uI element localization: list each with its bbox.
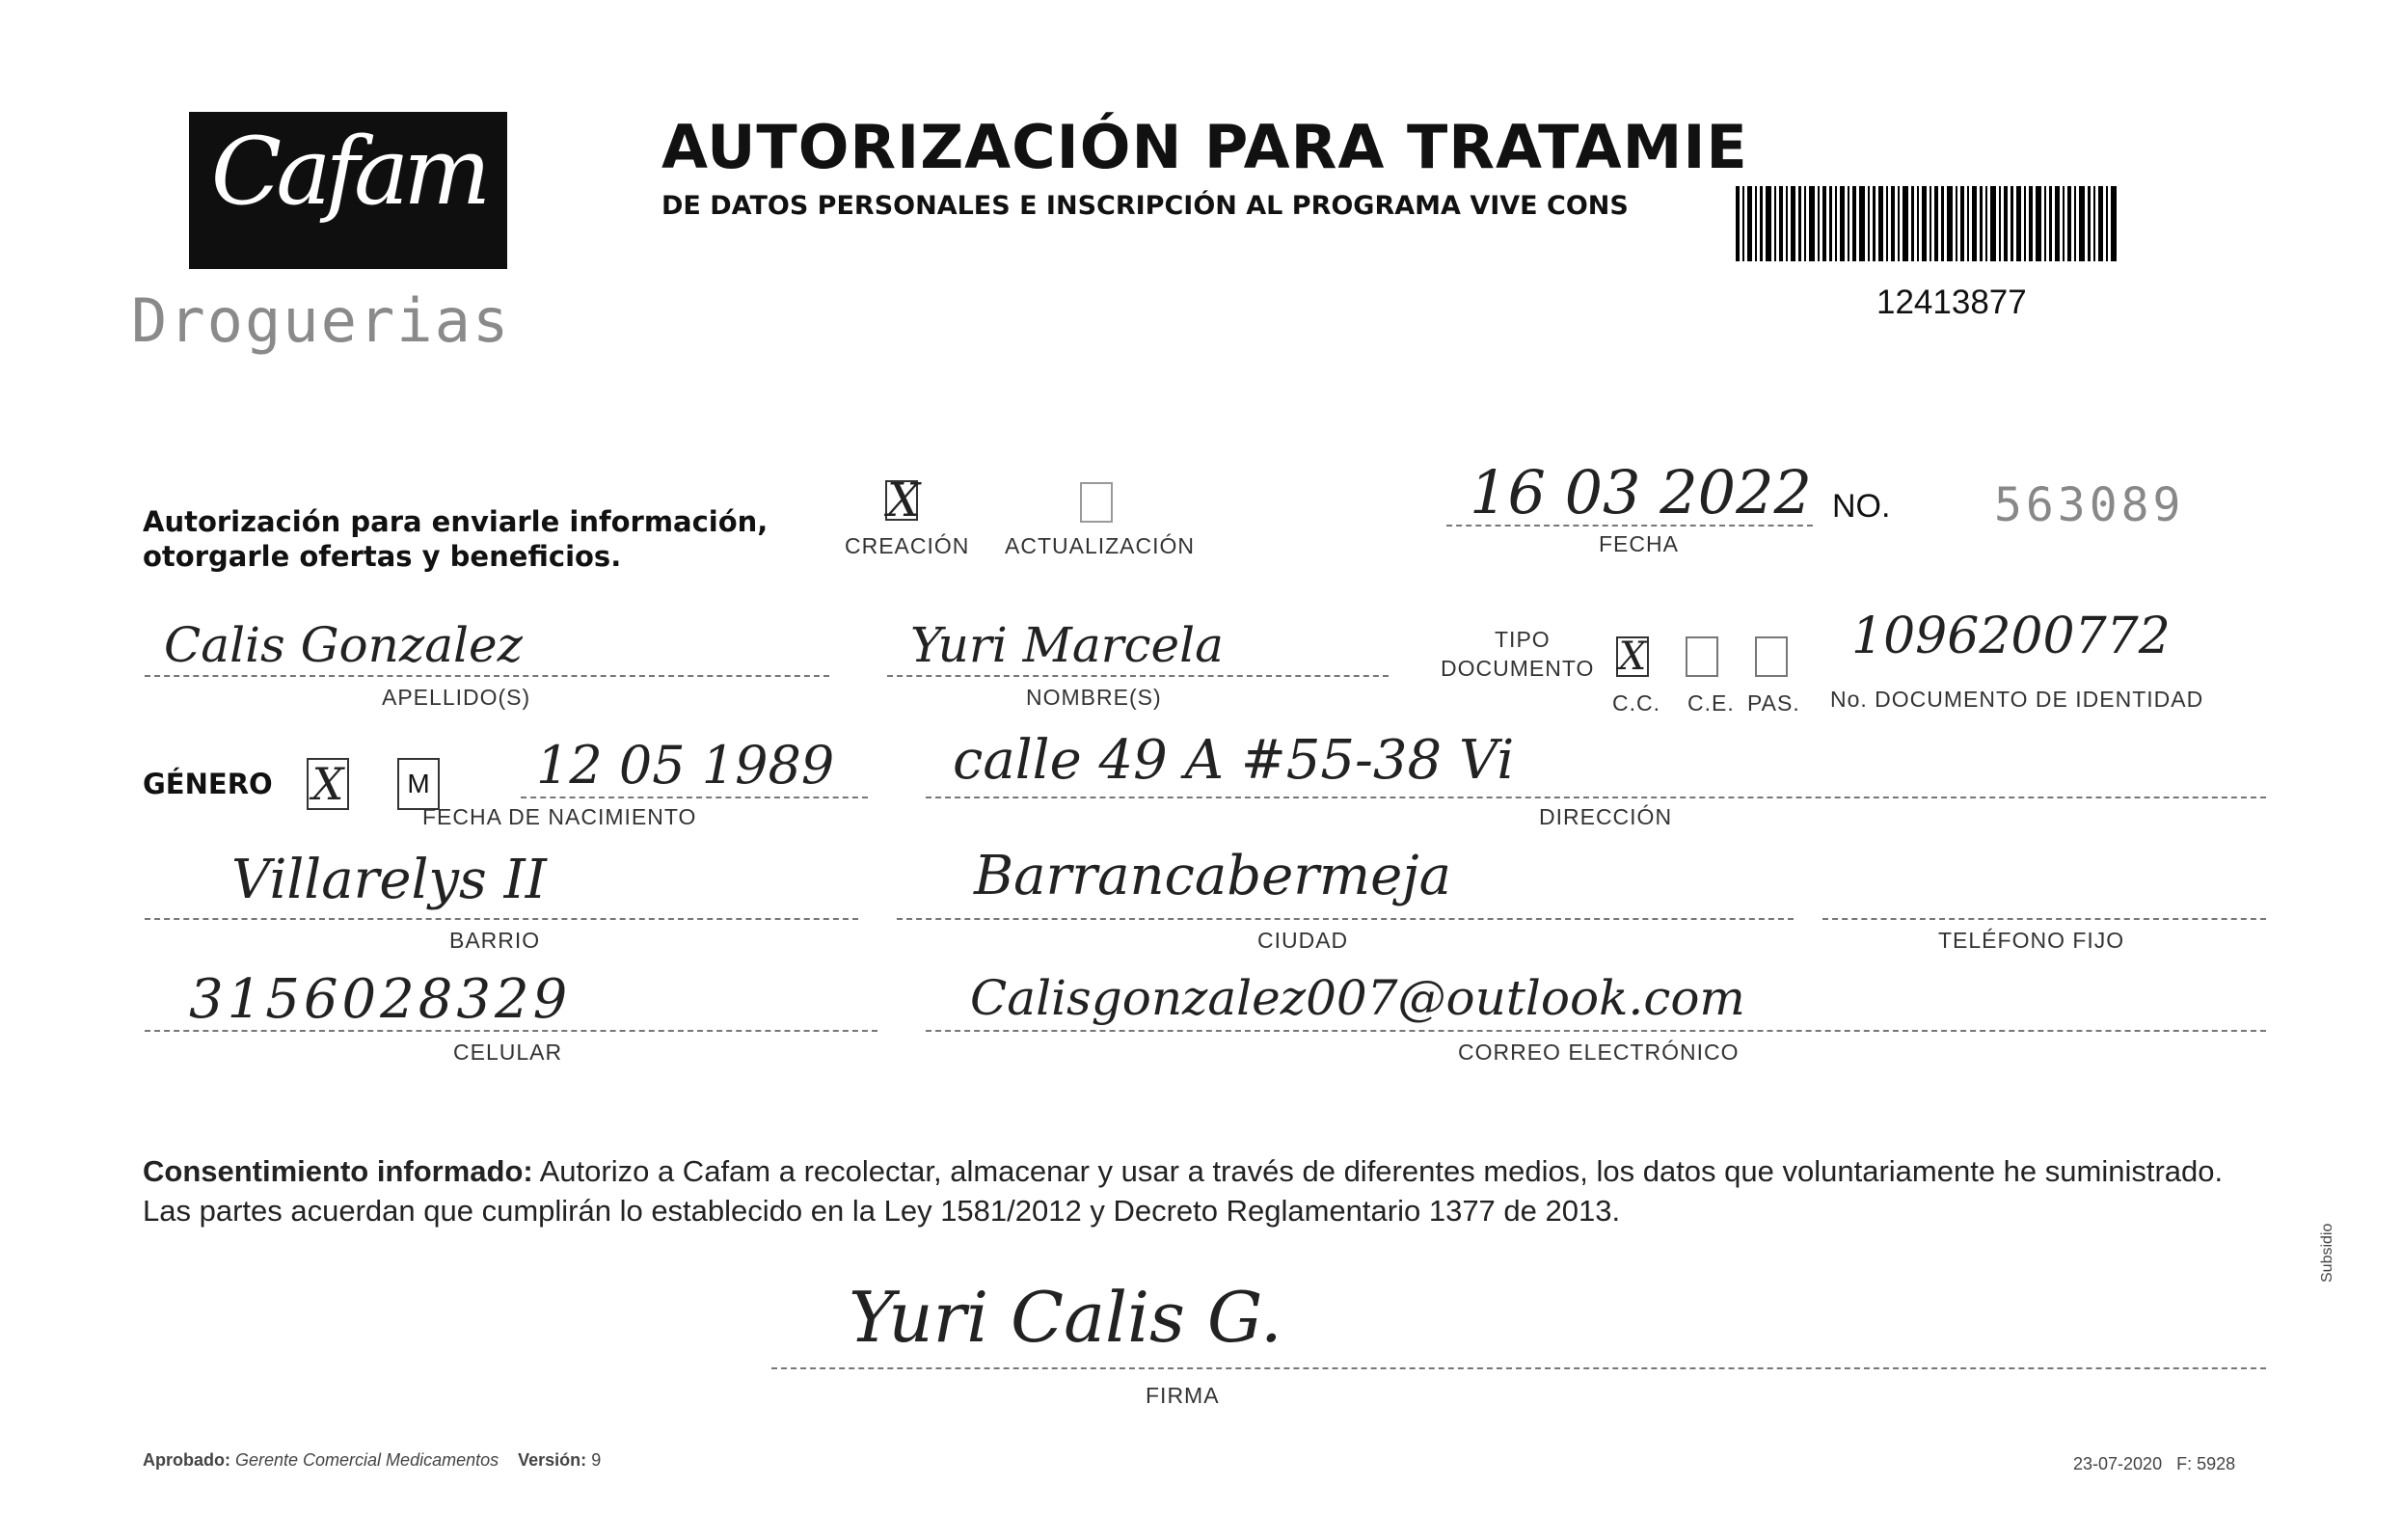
nombres-label: NOMBRE(S) [1026,685,1162,710]
ciudad-line [897,918,1794,920]
cc-label: C.C. [1612,690,1660,716]
document-title: AUTORIZACIÓN PARA TRATAMIE [661,112,1748,182]
barcode-icon [1736,186,2117,261]
nacimiento-value: 12 05 1989 [536,735,835,796]
document-subtitle: DE DATOS PERSONALES E INSCRIPCIÓN AL PROGRAMA VIVE CONS [661,191,1629,221]
ciudad-label: CIUDAD [1257,928,1349,953]
aprobado-label: Aprobado: [143,1450,230,1470]
creacion-label: CREACIÓN [845,533,970,558]
tipo-documento-label-2: DOCUMENTO [1441,656,1595,681]
signature-line [771,1367,2266,1369]
fecha-value: 16 03 2022 [1470,457,1812,527]
creacion-check-mark: X [887,473,921,527]
barcode-number: 12413877 [1876,284,2027,321]
fecha-label: FECHA [1599,531,1679,556]
version-label: Versión: [518,1450,587,1470]
celular-value: 3156028329 [189,968,572,1031]
correo-line [926,1030,2266,1032]
tipo-documento-label-1: TIPO [1495,627,1551,652]
direccion-line [926,797,2266,798]
correo-value: Calisgonzalez007@outlook.com [970,970,1745,1026]
pas-checkbox[interactable] [1755,636,1788,677]
no-label: NO. [1832,488,1891,525]
nombres-line [887,675,1389,677]
ciudad-value: Barrancabermeja [974,845,1452,907]
pas-label: PAS. [1747,690,1800,716]
no-value: 563089 [1994,478,2185,532]
nacimiento-line [521,797,868,798]
actualizacion-label: ACTUALIZACIÓN [1005,533,1196,558]
consent-text: Autorizo a Cafam a recolectar, almacenar y usar a través de diferentes medios, los datos que voluntariamente he suministrado. Las partes acuerdan que cumplirán lo establecido en la Ley 1581/2012 y Decreto Reglamentario 1377 de 2013. [143,1154,2224,1228]
cafam-logo-text: Cafam [210,118,486,226]
footer-approved [143,1450,601,1471]
side-text: Subsidio [2319,1223,2335,1283]
droguerias-label: Droguerias [131,285,511,356]
authorization-heading-line1: Autorización para enviarle información, [143,505,769,538]
signature-label: FIRMA [1146,1383,1220,1408]
celular-line [145,1030,877,1032]
version-value: 9 [591,1450,602,1470]
barrio-line [145,918,858,920]
ce-checkbox[interactable] [1686,636,1718,677]
celular-label: CELULAR [453,1040,563,1065]
apellidos-label: APELLIDO(S) [382,685,531,710]
consent-paragraph [143,1151,2264,1230]
footer-date-code: 23-07-2020 F: 5928 [2073,1454,2236,1473]
telefono-line [1822,918,2266,920]
actualizacion-checkbox[interactable] [1080,482,1113,523]
signature-value: Yuri Calis G. [849,1277,1282,1358]
aprobado-value: Gerente Comercial Medicamentos [235,1450,499,1470]
consent-bold: Consentimiento informado: [143,1154,533,1188]
direccion-label: DIRECCIÓN [1539,804,1673,829]
creacion-checkbox[interactable] [885,473,921,527]
telefono-label: TELÉFONO FIJO [1938,928,2125,953]
genero-f-check-mark: X [311,758,344,810]
fecha-line [1446,525,1813,527]
cc-check-mark: X [1618,635,1647,679]
documento-value: 1096200772 [1851,608,2171,665]
genero-m-checkbox[interactable] [397,758,440,810]
ce-label: C.E. [1687,690,1735,716]
apellidos-value: Calis Gonzalez [164,617,523,673]
documento-label: No. DOCUMENTO DE IDENTIDAD [1830,687,2204,712]
correo-label: CORREO ELECTRÓNICO [1458,1040,1740,1065]
genero-f-checkbox[interactable] [307,758,349,810]
nombres-value: Yuri Marcela [910,617,1224,673]
barrio-value: Villarelys II [231,849,547,911]
cc-checkbox[interactable] [1616,636,1649,677]
direccion-value: calle 49 A #55-38 Vi [953,729,1515,792]
authorization-heading-line2: otorgarle ofertas y beneficios. [143,540,622,573]
barrio-label: BARRIO [449,928,541,953]
apellidos-line [145,675,829,677]
genero-m-label: M [407,769,430,798]
genero-label: GÉNERO [143,768,273,800]
nacimiento-label: FECHA DE NACIMIENTO [422,804,697,829]
